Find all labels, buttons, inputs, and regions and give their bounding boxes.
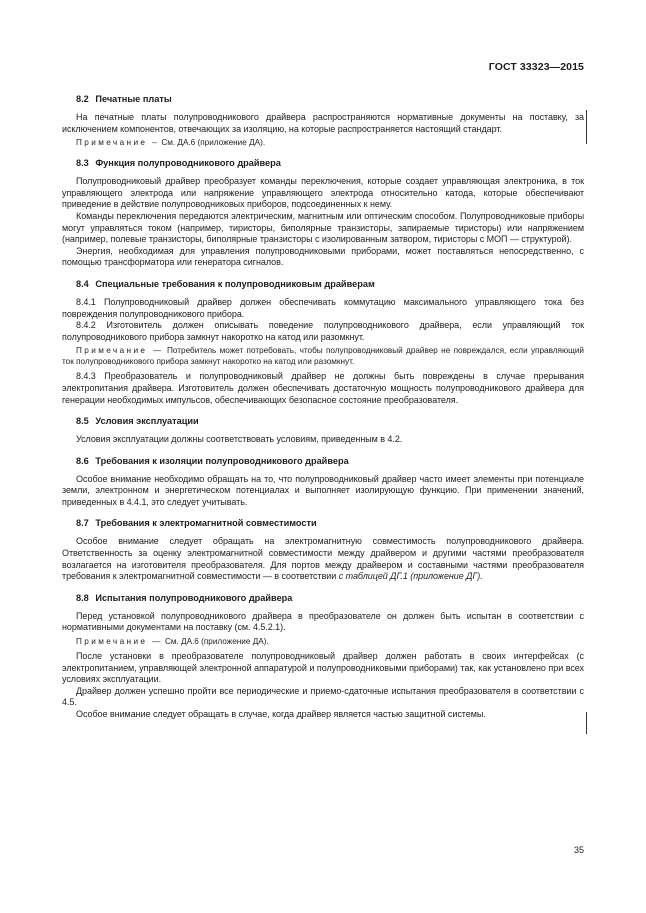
- note-text: См. ДА.6 (приложение ДА).: [161, 138, 266, 148]
- note: [62, 345, 584, 367]
- paragraph: 8.4.1 Полупроводниковый драйвер должен обеспечивать коммутацию максимального управляющего тока без повреждения полупроводникового прибора.: [62, 296, 584, 319]
- note: [62, 636, 584, 647]
- section-heading: 8.2 Печатные платы: [76, 94, 172, 104]
- section-heading: 8.7 Требования к электромагнитной совместимости: [76, 518, 317, 529]
- paragraph: 8.4.3 Преобразователь и полупроводниковый драйвер не должны быть повреждены в случае прерывания электропитания драйвера. Изготовитель должен обеспечивать достаточную мощность полупроводникового драйвера для генерации необходимых импульсов, обеспечивающих безопасное состояние преобразователя.: [62, 371, 584, 405]
- paragraph: После установки в преобразователе полупроводниковый драйвер должен работать в своих интерфейсах (с электропитанием, управляющей электронной аппаратурой и полупроводниковыми приборами) так, как установлено при всех условиях эксплуатации.: [62, 651, 584, 685]
- note-text: См. ДА.6 (приложение ДА).: [164, 637, 269, 647]
- table-reference: с таблицей ДГ.1 (приложение ДГ).: [338, 571, 483, 582]
- paragraph: Особое внимание следует обращать в случае, когда драйвер является частью защитной системы.: [76, 709, 486, 719]
- change-bar: [586, 712, 587, 734]
- paragraph: Драйвер должен успешно пройти все периодические и приемо-сдаточные испытания преобразователя в соответствии с 4.5.: [62, 685, 584, 708]
- note-text: Потребитель может потребовать, чтобы полупроводниковый драйвер не повреждался, если управляющий ток полупроводникового прибора замкнут накоротко на катод или разомкнут.: [62, 346, 584, 367]
- paragraph: Полупроводниковый драйвер преобразует команды переключения, которые создает управляющая электроника, в ток управляющего электрода или напряжение управляющего электрода относительно катода, которые обеспечивают приведение в действие полупроводниковых приборов, подсоединенных к нему.: [62, 176, 584, 210]
- paragraph: Особое внимание необходимо обращать на то, что полупроводниковый драйвер часто имеет элементы при потенциале земли, электронном и энергетическом потенциалах и выполняет изолирующую функцию. При применении значений, приведенных в 4.4.1, это следует учитывать.: [62, 473, 584, 507]
- paragraph: Условия эксплуатации должны соответствовать условиям, приведенным в 4.2.: [76, 434, 403, 445]
- note-label: Примечание –: [76, 138, 160, 148]
- paragraph: Перед установкой полупроводникового драйвера в преобразователе он должен быть испытан в соответствии с нормативными документами на поставку (см. 4.5.2.1).: [62, 610, 584, 633]
- standard-header: ГОСТ 33323—2015: [488, 61, 584, 73]
- page-number: 35: [573, 845, 584, 855]
- section-heading: 8.5 Условия эксплуатации: [76, 416, 199, 427]
- paragraph: Энергия, необходимая для управления полупроводниковыми приборами, может поставляться непосредственно, с помощью трансформатора или генератора сигналов.: [62, 245, 584, 268]
- paragraph: Особое внимание следует обращать на электромагнитную совместимость полупроводникового драйвера. Ответственность за оценку электромагнитной совместимости между драйвером и другими частями преобразователя возлагается на изготовителя преобразователя. Для портов между драйвером и составными частями преобразователя требования к электромагнитной совместимости — в соответствии с таблицей ДГ.1 (приложение ДГ).: [62, 536, 584, 582]
- section-heading: 8.6 Требования к изоляции полупроводникового драйвера: [76, 455, 349, 466]
- paragraph: 8.4.2 Изготовитель должен описывать поведение полупроводникового драйвера, если управляющий ток полупроводникового прибора замкнут накоротко на катод или разомкнут.: [62, 320, 584, 342]
- section-heading: 8.3 Функция полупроводникового драйвера: [76, 158, 281, 169]
- change-bar: [586, 110, 587, 144]
- note: [62, 137, 584, 148]
- paragraph: Команды переключения передаются электрическим, магнитным или оптическим способом. Полупроводниковые приборы могут управляться током (например, тиристоры, биполярные транзисторы, запираемые тиристоры) или напряжением (например, полевые транзисторы, биполярные транзисторы с изолированным затвором, тиристоры с МОП — структурой).: [62, 210, 584, 245]
- section-heading: 8.4 Специальные требования к полупроводниковым драйверам: [76, 278, 375, 289]
- note-label: Примечание —: [76, 637, 163, 647]
- note-label: Примечание —: [76, 346, 164, 356]
- section-heading: 8.8 Испытания полупроводникового драйвера: [76, 592, 293, 603]
- document-body: [62, 84, 584, 721]
- paragraph: На печатные платы полупроводникового драйвера распространяются нормативные документы на поставку, за исключением компонентов, отвечающих за изоляцию, на которые распространяется настоящий стандарт.: [62, 112, 584, 134]
